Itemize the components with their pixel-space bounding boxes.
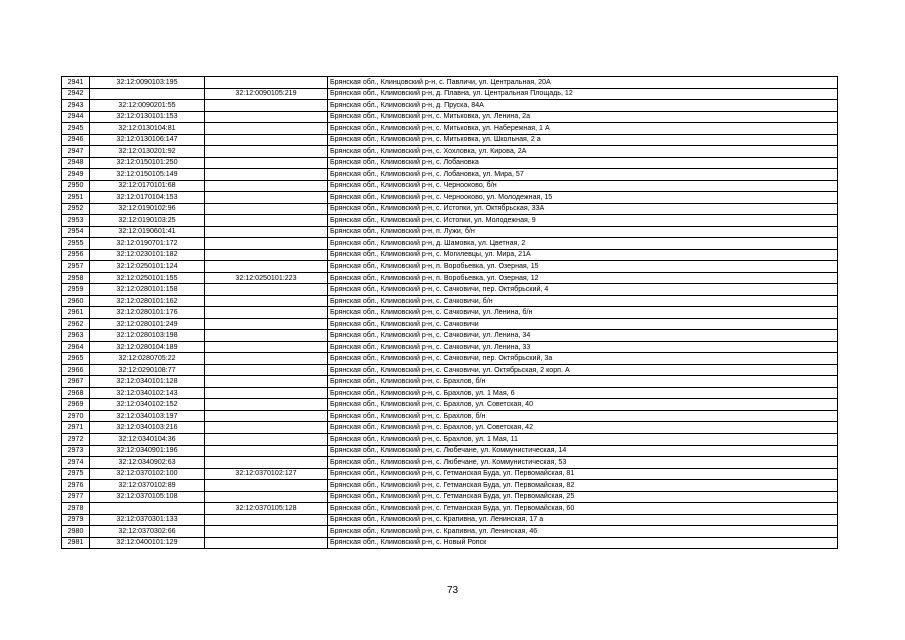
- cadastral-number-text: 32:12:0090201:55: [118, 100, 176, 109]
- cadastral-number-2-cell: [205, 100, 328, 112]
- table-row: [62, 100, 838, 112]
- table-row: [62, 272, 838, 284]
- cadastral-number-cell: [90, 433, 205, 445]
- address-cell: Брянская обл., Климовский р-н, д. Плавна, ул. Центральная Площадь, 12: [328, 88, 838, 100]
- register-table: [61, 76, 838, 549]
- cadastral-number-text: 32:12:0250101:155: [116, 273, 178, 282]
- cadastral-number-2-cell: [205, 180, 328, 192]
- table-row: [62, 134, 838, 146]
- cadastral-number-2-cell: [205, 169, 328, 181]
- address-cell: Брянская обл., Климовский р-н, с. Брахлов, б/н: [328, 376, 838, 388]
- cadastral-number-cell: [90, 180, 205, 192]
- address-cell: Брянская обл., Климовский р-н, с. Сачковичи, б/н: [328, 295, 838, 307]
- table-row: [62, 169, 838, 181]
- cadastral-number-2-cell: [205, 480, 328, 492]
- cadastral-number-text: 32:12:0250101:124: [116, 262, 178, 270]
- cadastral-number-2-cell: [205, 111, 328, 123]
- cadastral-number-text: 32:12:0340104:36: [118, 434, 176, 443]
- cadastral-number-cell: [90, 134, 205, 146]
- cadastral-number-cell: [90, 100, 205, 112]
- row-number-cell: 2942: [62, 88, 90, 100]
- cadastral-number-cell: [90, 364, 205, 376]
- table-row: [62, 238, 838, 250]
- cadastral-number-text: 32:12:0280101:162: [116, 296, 178, 305]
- cadastral-number-text: 32:12:0170101:68: [118, 181, 176, 190]
- address-cell: Брянская обл., Климовский р-н, с. Сачковичи, ул. Ленина, 33: [328, 341, 838, 353]
- cadastral-number-2-cell: 32:12:0370105:128: [205, 503, 328, 515]
- table-row: [62, 215, 838, 227]
- table-row: [62, 376, 838, 388]
- cadastral-number-2-cell: [205, 433, 328, 445]
- row-number-cell: 2960: [62, 295, 90, 307]
- cadastral-number-2-cell: [205, 226, 328, 238]
- row-number-cell: 2977: [62, 491, 90, 503]
- address-cell: Брянская обл., Климовский р-н, с. Митьковка, ул. Набережная, 1 А: [328, 123, 838, 135]
- cadastral-number-cell: [90, 445, 205, 457]
- address-cell: Брянская обл., Климовский р-н, с. Гетманская Буда, ул. Первомайская, 25: [328, 491, 838, 503]
- table-row: [62, 249, 838, 261]
- row-number-cell: 2947: [62, 146, 90, 158]
- cadastral-number-2-cell: [205, 422, 328, 434]
- register-table-body: [62, 77, 838, 549]
- cadastral-number-text: 32:12:0130106:147: [116, 135, 178, 144]
- cadastral-number-text: 32:12:0290108:77: [118, 365, 176, 374]
- address-cell: Брянская обл., Климовский р-н, с. Сачковичи, ул. Ленина, 34: [328, 330, 838, 342]
- cadastral-number-text: 32:12:0370102:100: [116, 469, 178, 478]
- cadastral-number-text: 32:12:0280101:176: [116, 308, 178, 317]
- table-row: [62, 410, 838, 422]
- cadastral-number-2-cell: [205, 77, 328, 89]
- address-cell: Брянская обл., Климовский р-н, с. Новый Ропск: [328, 537, 838, 549]
- row-number-cell: 2946: [62, 134, 90, 146]
- row-number-cell: 2973: [62, 445, 90, 457]
- cadastral-number-cell: [90, 422, 205, 434]
- table-row: [62, 537, 838, 549]
- table-row: [62, 203, 838, 215]
- row-number-cell: 2948: [62, 157, 90, 169]
- cadastral-number-cell: [90, 249, 205, 261]
- cadastral-number-text: 32:12:0130201:92: [118, 146, 176, 155]
- table-row: [62, 88, 838, 100]
- address-cell: Брянская обл., Климовский р-н, с. Брахлов, ул. Советская, 40: [328, 399, 838, 411]
- cadastral-number-cell: [90, 387, 205, 399]
- cadastral-number-2-cell: [205, 330, 328, 342]
- row-number-cell: 2969: [62, 399, 90, 411]
- address-cell: Брянская обл., Климовский р-н, д. Шамовка, ул. Цветная, 2: [328, 238, 838, 250]
- table-row: [62, 480, 838, 492]
- cadastral-number-2-cell: [205, 215, 328, 227]
- table-row: [62, 284, 838, 296]
- row-number-cell: 2957: [62, 261, 90, 273]
- cadastral-number-cell: [90, 457, 205, 469]
- cadastral-number-2-cell: 32:12:0250101:223: [205, 272, 328, 284]
- cadastral-number-text: 32:12:0280104:189: [116, 342, 178, 351]
- row-number-cell: 2970: [62, 410, 90, 422]
- cadastral-number-text: 32:12:0130101:153: [116, 112, 178, 121]
- table-row: [62, 318, 838, 330]
- row-number-cell: 2976: [62, 480, 90, 492]
- cadastral-number-2-cell: [205, 376, 328, 388]
- row-number-cell: 2967: [62, 376, 90, 388]
- row-number-cell: 2956: [62, 249, 90, 261]
- cadastral-number-text: 32:12:0400101:129: [116, 538, 178, 547]
- table-row: [62, 387, 838, 399]
- address-cell: Брянская обл., Климовский р-н, п. Воробьевка, ул. Озерная, 15: [328, 261, 838, 273]
- address-cell: Брянская обл., Климовский р-н, с. Митьковка, ул. Ленина, 2а: [328, 111, 838, 123]
- cadastral-number-2-cell: [205, 318, 328, 330]
- cadastral-number-text: 32:12:0280101:158: [116, 285, 178, 294]
- row-number-cell: 2949: [62, 169, 90, 181]
- table-row: [62, 526, 838, 538]
- row-number-cell: 2974: [62, 457, 90, 469]
- address-cell: Брянская обл., Климовский р-н, с. Сачковичи: [328, 318, 838, 330]
- row-number-cell: 2945: [62, 123, 90, 135]
- cadastral-number-text: 32:12:0170104:153: [116, 192, 178, 201]
- cadastral-number-cell: [90, 468, 205, 480]
- cadastral-number-2-cell: [205, 514, 328, 526]
- cadastral-number-cell: [90, 480, 205, 492]
- cadastral-number-2-cell: [205, 537, 328, 549]
- row-number-cell: 2975: [62, 468, 90, 480]
- address-cell: Брянская обл., Климовский р-н, с. Гетманская Буда, ул. Первомайская, 82: [328, 480, 838, 492]
- row-number-cell: 2959: [62, 284, 90, 296]
- table-row: [62, 457, 838, 469]
- cadastral-number-text: 32:12:0230101:182: [116, 250, 178, 259]
- cadastral-number-2-cell: [205, 249, 328, 261]
- row-number-cell: 2961: [62, 307, 90, 319]
- row-number-cell: 2964: [62, 341, 90, 353]
- cadastral-number-2-cell: [205, 364, 328, 376]
- cadastral-number-cell: [90, 330, 205, 342]
- table-row: [62, 146, 838, 158]
- table-row: [62, 514, 838, 526]
- row-number-cell: 2972: [62, 433, 90, 445]
- cadastral-number-cell: [90, 491, 205, 503]
- cadastral-number-cell: [90, 88, 205, 100]
- table-row: [62, 157, 838, 169]
- table-row: [62, 295, 838, 307]
- cadastral-number-cell: [90, 376, 205, 388]
- cadastral-number-2-cell: [205, 410, 328, 422]
- table-row: [62, 433, 838, 445]
- cadastral-number-text: 32:12:0370102:89: [118, 480, 176, 489]
- address-cell: Брянская обл., Климовский р-н, с. Сачковичи, пер. Октябрьский, 3а: [328, 353, 838, 365]
- cadastral-number-2-cell: [205, 387, 328, 399]
- address-cell: Брянская обл., Климовский р-н, с. Лобановка, ул. Мира, 57: [328, 169, 838, 181]
- cadastral-number-2-cell: [205, 491, 328, 503]
- table-row: [62, 341, 838, 353]
- table-row: [62, 422, 838, 434]
- address-cell: Брянская обл., Климовский р-н, с. Могилевцы, ул. Мира, 21А: [328, 249, 838, 261]
- cadastral-number-2-cell: [205, 203, 328, 215]
- cadastral-number-cell: [90, 77, 205, 89]
- table-row: [62, 503, 838, 515]
- table-row: [62, 123, 838, 135]
- cadastral-number-text: 32:12:0280103:198: [116, 331, 178, 340]
- cadastral-number-2-cell: [205, 284, 328, 296]
- cadastral-number-text: 32:12:0190102:96: [118, 204, 176, 213]
- cadastral-number-cell: [90, 203, 205, 215]
- address-cell: Брянская обл., Климовский р-н, с. Гетманская Буда, ул. Первомайская, 60: [328, 503, 838, 515]
- address-cell: Брянская обл., Климовский р-н, с. Истопки, ул. Молодежная, 9: [328, 215, 838, 227]
- cadastral-number-text: 32:12:0370302:66: [118, 526, 176, 535]
- address-cell: Брянская обл., Климовский р-н, с. Крапивна, ул. Ленинская, 17 а: [328, 514, 838, 526]
- address-cell: Брянская обл., Климовский р-н, с. Гетманская Буда, ул. Первомайская, 81: [328, 468, 838, 480]
- cadastral-number-cell: [90, 261, 205, 273]
- cadastral-number-cell: [90, 111, 205, 123]
- cadastral-number-2-cell: [205, 146, 328, 158]
- cadastral-number-cell: [90, 537, 205, 549]
- cadastral-number-cell: [90, 295, 205, 307]
- cadastral-number-text: 32:12:0150105:149: [116, 169, 178, 178]
- address-cell: Брянская обл., Климовский р-н, с. Брахлов, ул. Советская, 42: [328, 422, 838, 434]
- address-cell: Брянская обл., Климовский р-н, с. Любечане, ул. Коммунистическая, 53: [328, 457, 838, 469]
- cadastral-number-cell: [90, 146, 205, 158]
- address-cell: Брянская обл., Климовский р-н, с. Чернооково, б/н: [328, 180, 838, 192]
- cadastral-number-text: 32:12:0280705:22: [118, 354, 176, 363]
- cadastral-number-cell: [90, 341, 205, 353]
- cadastral-number-text: 32:12:0340102:143: [116, 388, 178, 397]
- cadastral-number-text: 32:12:0340103:216: [116, 423, 178, 432]
- cadastral-number-cell: [90, 238, 205, 250]
- page-number: 73: [446, 585, 459, 596]
- row-number-cell: 2980: [62, 526, 90, 538]
- cadastral-number-text: 32:12:0340103:197: [116, 411, 178, 420]
- address-cell: Брянская обл., Климовский р-н, с. Сачковичи, ул. Октябрьская, 2 корп. А: [328, 364, 838, 376]
- cadastral-number-cell: [90, 503, 205, 515]
- cadastral-number-2-cell: [205, 123, 328, 135]
- cadastral-number-cell: [90, 192, 205, 204]
- address-cell: Брянская обл., Климовский р-н, с. Брахлов, ул. 1 Мая, 6: [328, 387, 838, 399]
- table-row: [62, 180, 838, 192]
- row-number-cell: 2965: [62, 353, 90, 365]
- row-number-cell: 2963: [62, 330, 90, 342]
- address-cell: Брянская обл., Климовский р-н, с. Брахлов, ул. 1 Мая, 11: [328, 433, 838, 445]
- cadastral-number-2-cell: 32:12:0090105:219: [205, 88, 328, 100]
- cadastral-number-2-cell: [205, 526, 328, 538]
- table-row: [62, 330, 838, 342]
- row-number-cell: 2966: [62, 364, 90, 376]
- table-row: [62, 353, 838, 365]
- address-cell: Брянская обл., Климовский р-н, с. Митьковка, ул. Школьная, 2 а: [328, 134, 838, 146]
- row-number-cell: 2952: [62, 203, 90, 215]
- cadastral-number-text: 32:12:0090103:195: [116, 77, 178, 86]
- cadastral-number-cell: [90, 318, 205, 330]
- cadastral-number-2-cell: [205, 445, 328, 457]
- row-number-cell: 2941: [62, 77, 90, 89]
- cadastral-number-2-cell: [205, 353, 328, 365]
- cadastral-number-cell: [90, 157, 205, 169]
- cadastral-number-cell: [90, 410, 205, 422]
- table-row: [62, 192, 838, 204]
- table-row: [62, 491, 838, 503]
- cadastral-number-cell: [90, 123, 205, 135]
- address-cell: Брянская обл., Климовский р-н, с. Крапивна, ул. Ленинская, 46: [328, 526, 838, 538]
- table-row: [62, 364, 838, 376]
- cadastral-number-text: 32:12:0340101:128: [116, 377, 178, 386]
- table-row: [62, 261, 838, 273]
- row-number-cell: 2954: [62, 226, 90, 238]
- cadastral-number-cell: [90, 272, 205, 284]
- address-cell: Брянская обл., Климовский р-н, с. Сачковичи, пер. Октябрьский, 4: [328, 284, 838, 296]
- cadastral-number-cell: [90, 226, 205, 238]
- row-number-cell: 2943: [62, 100, 90, 112]
- address-cell: Брянская обл., Климовский р-н, п. Лужи, б/н: [328, 226, 838, 238]
- address-cell: Брянская обл., Климовский р-н, п. Воробьевка, ул. Озерная, 12: [328, 272, 838, 284]
- row-number-cell: 2968: [62, 387, 90, 399]
- address-cell: Брянская обл., Климовский р-н, с. Лобановка: [328, 157, 838, 169]
- cadastral-number-cell: [90, 307, 205, 319]
- cadastral-number-2-cell: [205, 157, 328, 169]
- table-row: [62, 111, 838, 123]
- cadastral-number-2-cell: [205, 238, 328, 250]
- cadastral-number-text: 32:12:0190103:25: [118, 215, 176, 224]
- table-row: [62, 468, 838, 480]
- table-row: [62, 445, 838, 457]
- row-number-cell: 2953: [62, 215, 90, 227]
- row-number-cell: 2950: [62, 180, 90, 192]
- cadastral-number-cell: [90, 215, 205, 227]
- cadastral-number-text: 32:12:0340102:152: [116, 400, 178, 409]
- table-row: [62, 307, 838, 319]
- cadastral-number-text: 32:12:0280101:249: [116, 319, 178, 328]
- cadastral-number-2-cell: [205, 341, 328, 353]
- cadastral-number-2-cell: [205, 307, 328, 319]
- address-cell: Брянская обл., Клинцовский р-н, с. Павличи, ул. Центральная, 20А: [328, 77, 838, 89]
- row-number-cell: 2979: [62, 514, 90, 526]
- cadastral-number-cell: [90, 526, 205, 538]
- table-row: [62, 77, 838, 89]
- cadastral-number-2-cell: [205, 261, 328, 273]
- cadastral-number-text: 32:12:0190701:172: [116, 238, 178, 247]
- address-cell: Брянская обл., Климовский р-н, с. Брахлов, б/н: [328, 410, 838, 422]
- cadastral-number-2-cell: [205, 399, 328, 411]
- row-number-cell: 2944: [62, 111, 90, 123]
- address-cell: Брянская обл., Климовский р-н, с. Любечане, ул. Коммунистическая, 14: [328, 445, 838, 457]
- cadastral-number-text: 32:12:0130104:81: [118, 123, 176, 132]
- cadastral-number-2-cell: [205, 134, 328, 146]
- cadastral-number-text: 32:12:0370301:133: [116, 515, 178, 524]
- address-cell: Брянская обл., Климовский р-н, с. Сачковичи, ул. Ленина, б/н: [328, 307, 838, 319]
- row-number-cell: 2962: [62, 318, 90, 330]
- table-row: [62, 226, 838, 238]
- cadastral-number-text: 32:12:0190601:41: [118, 227, 176, 236]
- row-number-cell: 2971: [62, 422, 90, 434]
- row-number-cell: 2951: [62, 192, 90, 204]
- cadastral-number-2-cell: [205, 192, 328, 204]
- cadastral-number-cell: [90, 284, 205, 296]
- cadastral-number-cell: [90, 353, 205, 365]
- cadastral-number-cell: [90, 514, 205, 526]
- cadastral-number-text: 32:12:0370105:108: [116, 492, 178, 501]
- address-cell: Брянская обл., Климовский р-н, с. Чернооково, ул. Молодежная, 15: [328, 192, 838, 204]
- address-cell: Брянская обл., Климовский р-н, с. Истопки, ул. Октябрьская, 33А: [328, 203, 838, 215]
- row-number-cell: 2955: [62, 238, 90, 250]
- cadastral-number-text: 32:12:0340901:196: [116, 446, 178, 455]
- address-cell: Брянская обл., Климовский р-н, д. Пруска, 84А: [328, 100, 838, 112]
- cadastral-number-cell: [90, 169, 205, 181]
- cadastral-number-2-cell: [205, 295, 328, 307]
- row-number-cell: 2978: [62, 503, 90, 515]
- row-number-cell: 2958: [62, 272, 90, 284]
- row-number-cell: 2981: [62, 537, 90, 549]
- cadastral-number-cell: [90, 399, 205, 411]
- table-row: [62, 399, 838, 411]
- cadastral-number-2-cell: [205, 457, 328, 469]
- cadastral-number-text: 32:12:0150101:250: [116, 158, 178, 167]
- cadastral-number-text: 32:12:0340902:63: [118, 457, 176, 466]
- address-cell: Брянская обл., Климовский р-н, с. Хохловка, ул. Кирова, 2А: [328, 146, 838, 158]
- cadastral-number-2-cell: 32:12:0370102:127: [205, 468, 328, 480]
